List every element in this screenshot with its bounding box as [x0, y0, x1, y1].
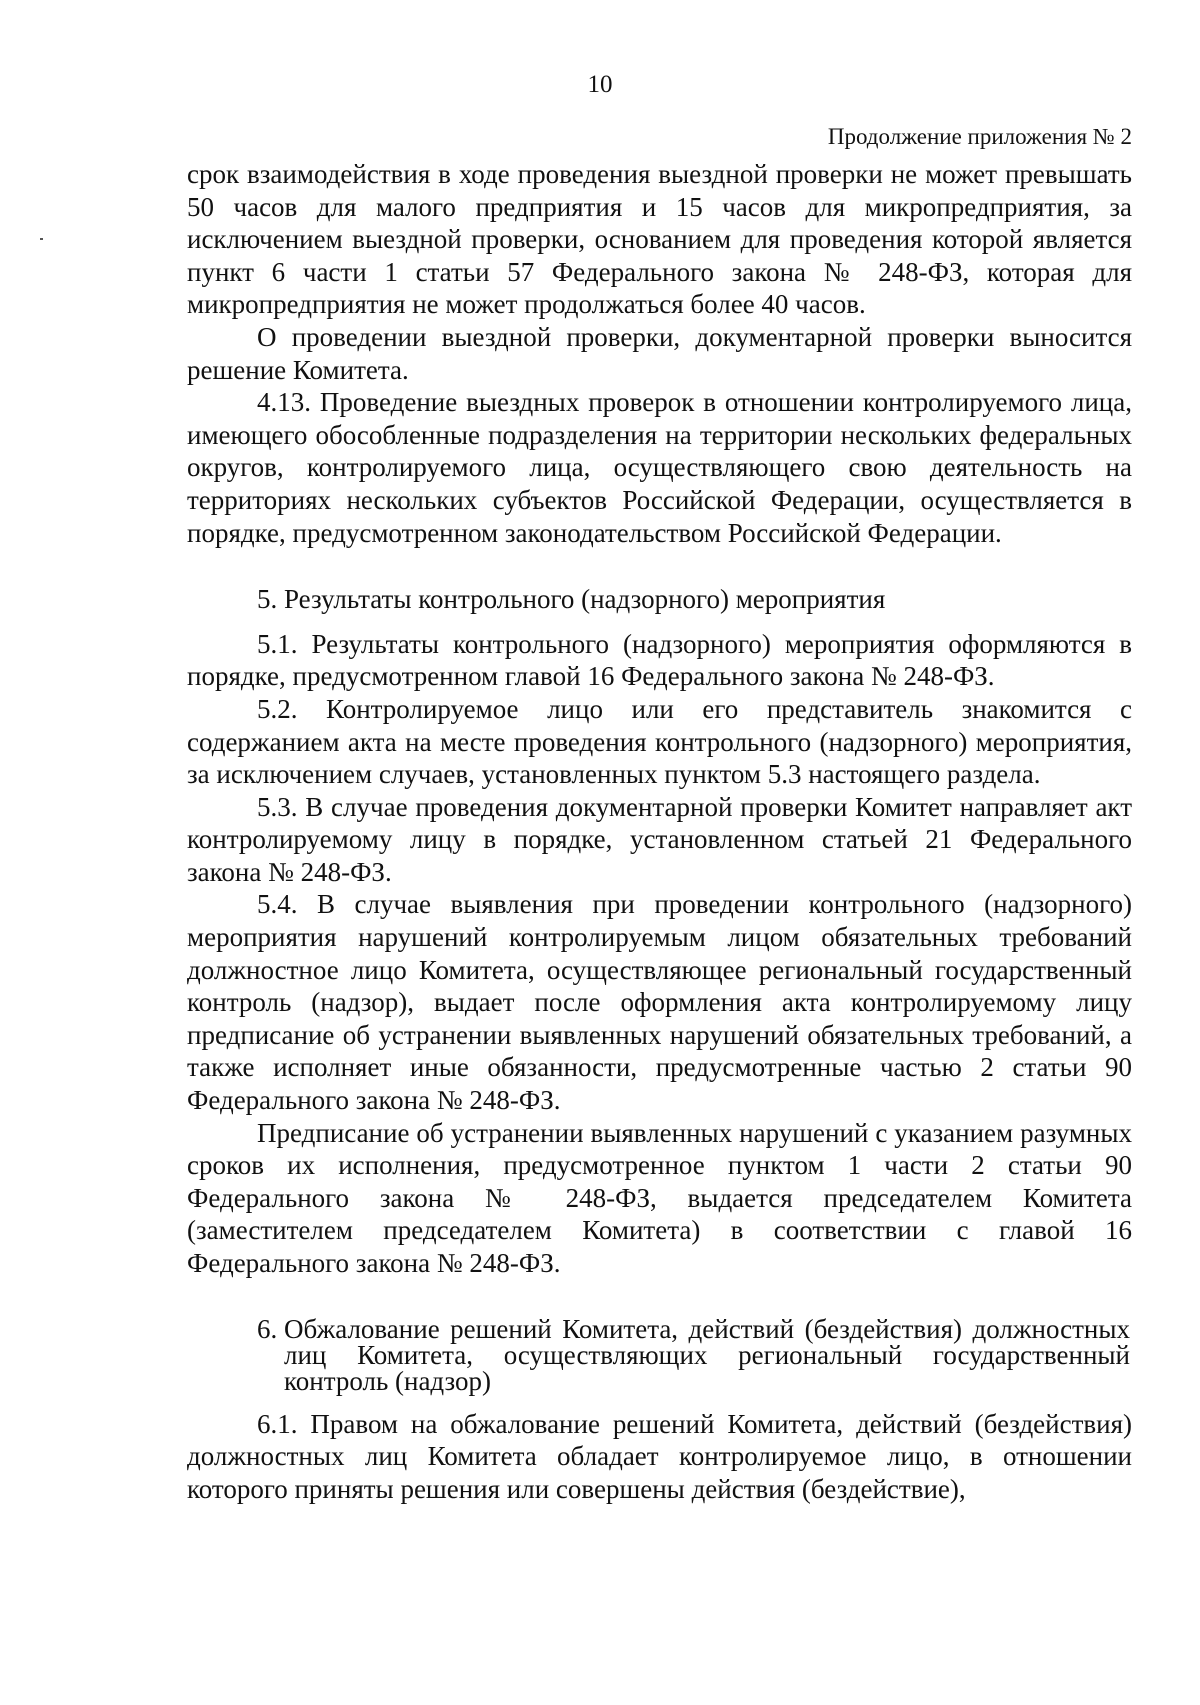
document-body	[187, 158, 1132, 1505]
section-6-heading	[187, 1313, 1132, 1396]
paragraph-5-1: 5.1. Результаты контрольного (надзорного) мероприятия оформляются в порядке, предусмотренном главой 16 Федерального закона № 248-ФЗ.	[187, 628, 1132, 692]
paragraph-term-of-interaction: срок взаимодействия в ходе проведения выездной проверки не может превышать 50 часов для малого предприятия и 15 часов для микропредприятия, за исключением выездной проверки, основанием для проведения которой является пункт 6 части 1 статьи 57 Федерального закона № 248-ФЗ, которая для микропредприятия не может продолжаться более 40 часов.	[187, 159, 1132, 320]
appendix-continuation-label: Продолжение приложения № 2	[827, 124, 1132, 149]
paragraph-6-1: 6.1. Правом на обжалование решений Комитета, действий (бездействия) должностных лиц Комитета обладает контролируемое лицо, в отношении которого приняты решения или совершены действия (бездействие),	[187, 1408, 1132, 1504]
section-5-heading: 5. Результаты контрольного (надзорного) мероприятия	[257, 584, 886, 615]
paragraph-5-3: 5.3. В случае проведения документарной проверки Комитет направляет акт контролируемому лицу в порядке, установленном статьей 21 Федерального закона № 248-ФЗ.	[187, 791, 1132, 887]
scan-margin-mark	[40, 238, 43, 240]
paragraph-prescription: Предписание об устранении выявленных нарушений с указанием разумных сроков их исполнения, предусмотренное пунктом 1 части 2 статьи 90 Федерального закона № 248-ФЗ, выдается председателем Комитета (заместителем председателем Комитета) в соответствии с главой 16 Федерального закона № 248-ФЗ.	[187, 1117, 1132, 1278]
paragraph-5-2: 5.2. Контролируемое лицо или его представитель знакомится с содержанием акта на месте проведения контрольного (надзорного) мероприятия, за исключением случаев, установленных пунктом 5.3 настоящего раздела.	[187, 693, 1132, 790]
paragraph-5-4: 5.4. В случае выявления при проведении контрольного (надзорного) мероприятия нарушений контролируемым лицом обязательных требований должностное лицо Комитета, осуществляющее региональный государственный контроль (надзор), выдает после оформления акта контролируемому лицу предписание об устранении выявленных нарушений обязательных требований, а также исполняет иные обязанности, предусмотренные частью 2 статьи 90 Федерального закона № 248-ФЗ.	[187, 889, 1132, 1116]
section-6-heading-text: Обжалование решений Комитета, действий (бездействия) должностных лиц Комитета, осуществляющих региональный государственный контроль (надзор)	[284, 1313, 1130, 1396]
page-number: 10	[587, 71, 613, 98]
section-6-heading-number: 6.	[257, 1313, 284, 1344]
paragraph-decision-on-inspection: О проведении выездной проверки, документарной проверки выносится решение Комитета.	[187, 321, 1132, 385]
paragraph-4-13: 4.13. Проведение выездных проверок в отношении контролируемого лица, имеющего обособленные подразделения на территории нескольких федеральных округов, контролируемого лица, осуществляющего свою деятельность на территориях нескольких субъектов Российской Федерации, осуществляется в порядке, предусмотренном законодательством Российской Федерации.	[187, 387, 1132, 548]
